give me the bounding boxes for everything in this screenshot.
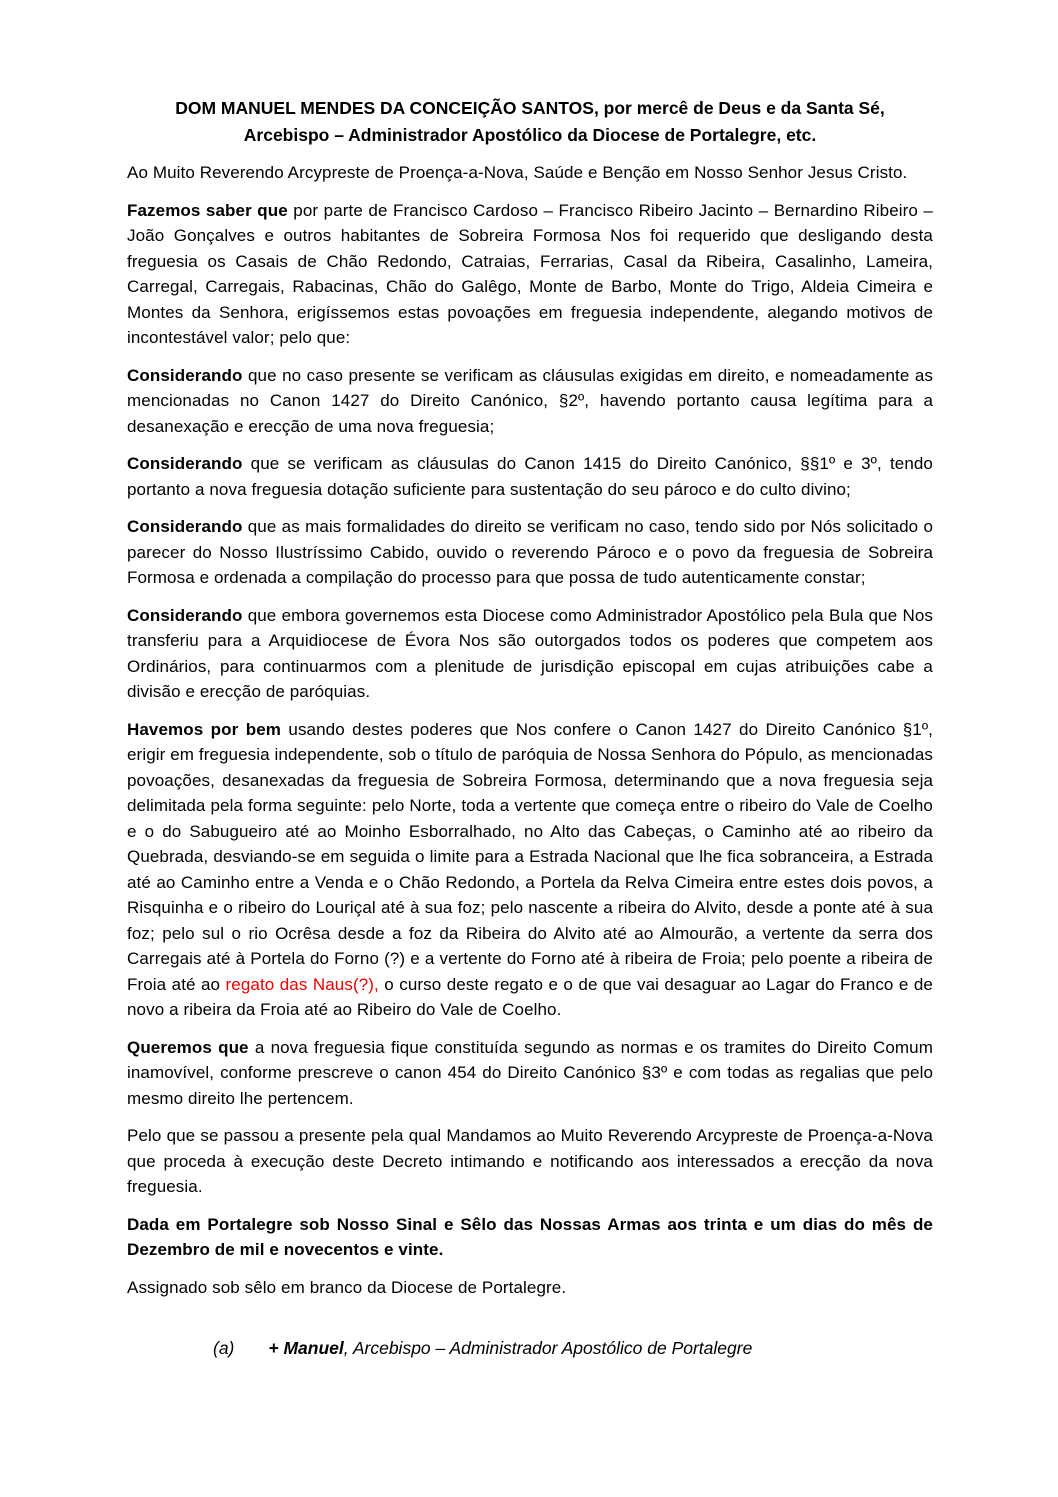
paragraph (127, 514, 933, 591)
signature-prefix: (a) (213, 1338, 235, 1358)
text-run: Assignado sob sêlo em branco da Diocese de Portalegre. (127, 1277, 567, 1297)
text-run: Pelo que se passou a presente pela qual Mandamos ao Muito Reverendo Arcypreste de Proença-a-Nova que proceda à execução deste Decreto intimando e notificando aos interessados a erecção da nova freguesia. (127, 1126, 933, 1196)
paragraph (127, 1035, 933, 1112)
text-run: Ao Muito Reverendo Arcypreste de Proença-a-Nova, Saúde e Benção em Nosso Senhor Jesus Cristo. (127, 163, 908, 182)
paragraph (127, 451, 933, 502)
paragraph (127, 603, 933, 705)
paragraph (127, 1123, 933, 1200)
signature-name: + Manuel (268, 1338, 344, 1358)
paragraph (127, 717, 933, 1023)
paragraph (127, 198, 933, 351)
bold-lead-in: Dada em Portalegre sob Nosso Sinal e Sêlo das Nossas Armas aos trinta e um dias do mês de Dezembro de mil e novecentos e vinte. (127, 1214, 933, 1259)
bold-lead-in: Considerando (127, 365, 248, 385)
text-run: que embora governemos esta Diocese como Administrador Apostólico pela Bula que Nos transferiu para a Arquidiocese de Évora Nos são outorgados todos os poderes que competem aos Ordinários, para continuarmos com a plenitude de jurisdição episcopal em cujas atribuições cabe a divisão e erecção de paróquias. (127, 605, 933, 701)
document-title-line-2: Arcebispo – Administrador Apostólico da Diocese de Portalegre, etc. (243, 125, 817, 145)
bold-lead-in: Havemos por bem (127, 719, 289, 739)
text-run: que as mais formalidades do direito se verificam no caso, tendo sido por Nós solicitado o parecer do Nosso Ilustríssimo Cabido, ouvido o reverendo Pároco e o povo da freguesia de Sobreira Formosa e ordenada a compilação do processo para que possa de tudo autenticamente constar; (127, 517, 934, 587)
text-run: que se verificam as cláusulas do Canon 1415 do Direito Canónico, §§1º e 3º, tendo portanto a nova freguesia dotação suficiente para sustentação do seu pároco e do culto divino; (127, 454, 933, 499)
highlighted-red-text: regato das Naus(?), (225, 974, 379, 994)
paragraph (127, 363, 933, 440)
bold-lead-in: Considerando (127, 517, 248, 536)
document-title-line-1: DOM MANUEL MENDES DA CONCEIÇÃO SANTOS, por mercê de Deus e da Santa Sé, (175, 98, 885, 118)
text-run: o curso deste regato e o de que vai desaguar ao Lagar do Franco e de novo a ribeira da Froia até ao Ribeiro do Vale de Coelho. (127, 974, 933, 1019)
paragraph (127, 1212, 933, 1263)
signature-role: , Arcebispo – Administrador Apostólico de Portalegre (343, 1338, 753, 1358)
bold-lead-in: Considerando (127, 454, 251, 473)
signature-line (127, 1336, 933, 1361)
text-run: que no caso presente se verificam as cláusulas exigidas em direito, e nomeadamente as mencionadas no Canon 1427 do Direito Canónico, §2º, havendo portanto causa legítima para a desanexação e erecção de uma nova freguesia; (127, 365, 934, 436)
text-run: usando destes poderes que Nos confere o Canon 1427 do Direito Canónico §1º, erigir em freguesia independente, sob o título de paróquia de Nossa Senhora do Pópulo, as mencionadas povoações, desanexadas da freguesia de Sobreira Formosa, determinando que a nova freguesia seja delimitada pela forma seguinte: pelo Norte, toda a vertente que começa entre o ribeiro do Vale de Coelho e o do Sabugueiro até ao Moinho Esborralhado, no Alto das Cabeças, o Caminho até ao ribeiro da Quebrada, desviando-se em seguida o limite para a Estrada Nacional que lhe fica sobranceira, a Estrada até ao Caminho entre a Venda e o Chão Redondo, a Portela da Relva Cimeira entre estes dois povos, a Risquinha e o ribeiro do Louriçal até à sua foz; pelo nascente a ribeira do Alvito, desde a ponte até à sua foz; pelo sul o rio Ocrêsa desde a foz da Ribeira do Alvito até ao Almourão, a vertente da serra dos Carregais até à Portela do Forno (?) e a vertente do Forno até à ribeira de Froia; pelo poente a ribeira de Froia até ao (127, 719, 933, 994)
document-body (127, 160, 933, 1300)
paragraph (127, 1275, 933, 1301)
text-run: por parte de Francisco Cardoso – Francisco Ribeiro Jacinto – Bernardino Ribeiro – João Gonçalves e outros habitantes de Sobreira Formosa Nos foi requerido que desligando desta freguesia os Casais de Chão Redondo, Catraias, Ferrarias, Casal da Ribeira, Casalinho, Lameira, Carregal, Carregais, Rabacinas, Chão do Galêgo, Monte de Barbo, Monte do Trigo, Aldeia Cimeira e Montes da Senhora, erigíssemos estas povoações em freguesia independente, alegando motivos de incontestável valor; pelo que: (127, 200, 933, 347)
text-run: a nova freguesia fique constituída segundo as normas e os tramites do Direito Comum inamovível, conforme prescreve o canon 454 do Direito Canónico §3º e com todas as regalias que pelo mesmo direito lhe pertencem. (127, 1037, 933, 1108)
document-title (127, 95, 933, 149)
bold-lead-in: Fazemos saber que (127, 200, 294, 220)
bold-lead-in: Queremos que (127, 1037, 255, 1057)
bold-lead-in: Considerando (127, 605, 248, 625)
paragraph (127, 160, 933, 186)
